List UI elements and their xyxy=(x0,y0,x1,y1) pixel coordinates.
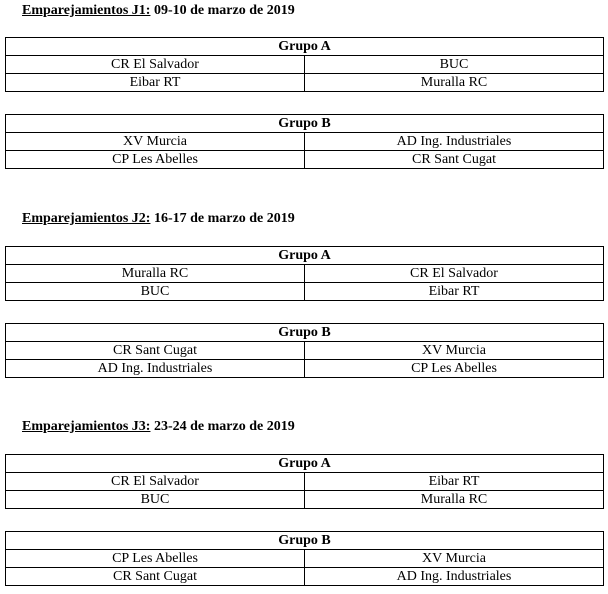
group-title: Grupo B xyxy=(6,115,604,133)
group-title: Grupo A xyxy=(6,455,604,473)
match-row xyxy=(6,342,604,360)
round-j3-dates: 23-24 de marzo de 2019 xyxy=(150,419,295,434)
group-title: Grupo A xyxy=(6,247,604,265)
match-row xyxy=(6,568,604,586)
home-team: Eibar RT xyxy=(6,74,305,92)
round-j1-group-b-table xyxy=(5,114,604,169)
home-team: BUC xyxy=(6,283,305,301)
away-team: CR Sant Cugat xyxy=(305,151,604,169)
match-row xyxy=(6,265,604,283)
home-team: XV Murcia xyxy=(6,133,305,151)
away-team: CP Les Abelles xyxy=(305,360,604,378)
round-j2-dates: 16-17 de marzo de 2019 xyxy=(150,211,295,226)
home-team: BUC xyxy=(6,491,305,509)
round-j1-dates: 09-10 de marzo de 2019 xyxy=(150,3,295,18)
away-team: CR El Salvador xyxy=(305,265,604,283)
round-j2-label: Emparejamientos J2: xyxy=(22,211,151,226)
group-title: Grupo B xyxy=(6,324,604,342)
away-team: Muralla RC xyxy=(305,74,604,92)
match-row xyxy=(6,283,604,301)
group-title: Grupo B xyxy=(6,532,604,550)
match-row xyxy=(6,360,604,378)
round-j2-group-a-table xyxy=(5,246,604,301)
away-team: Muralla RC xyxy=(305,491,604,509)
away-team: AD Ing. Industriales xyxy=(305,133,604,151)
away-team: BUC xyxy=(305,56,604,74)
match-row xyxy=(6,56,604,74)
home-team: CR Sant Cugat xyxy=(6,568,305,586)
round-j3-group-a-table xyxy=(5,454,604,509)
away-team: Eibar RT xyxy=(305,473,604,491)
home-team: CP Les Abelles xyxy=(6,550,305,568)
home-team: CR El Salvador xyxy=(6,473,305,491)
home-team: Muralla RC xyxy=(6,265,305,283)
home-team: CR Sant Cugat xyxy=(6,342,305,360)
match-row xyxy=(6,151,604,169)
round-j1-heading xyxy=(22,3,295,19)
match-row xyxy=(6,550,604,568)
match-row xyxy=(6,491,604,509)
round-j3-heading xyxy=(22,419,295,435)
match-row xyxy=(6,74,604,92)
round-j3-label: Emparejamientos J3: xyxy=(22,419,151,434)
group-title: Grupo A xyxy=(6,38,604,56)
away-team: XV Murcia xyxy=(305,550,604,568)
away-team: AD Ing. Industriales xyxy=(305,568,604,586)
round-j2-group-b-table xyxy=(5,323,604,378)
home-team: CR El Salvador xyxy=(6,56,305,74)
round-j2-heading xyxy=(22,211,295,227)
round-j1-label: Emparejamientos J1: xyxy=(22,3,151,18)
away-team: Eibar RT xyxy=(305,283,604,301)
away-team: XV Murcia xyxy=(305,342,604,360)
match-row xyxy=(6,133,604,151)
match-row xyxy=(6,473,604,491)
round-j1-group-a-table xyxy=(5,37,604,92)
home-team: CP Les Abelles xyxy=(6,151,305,169)
round-j3-group-b-table xyxy=(5,531,604,586)
home-team: AD Ing. Industriales xyxy=(6,360,305,378)
